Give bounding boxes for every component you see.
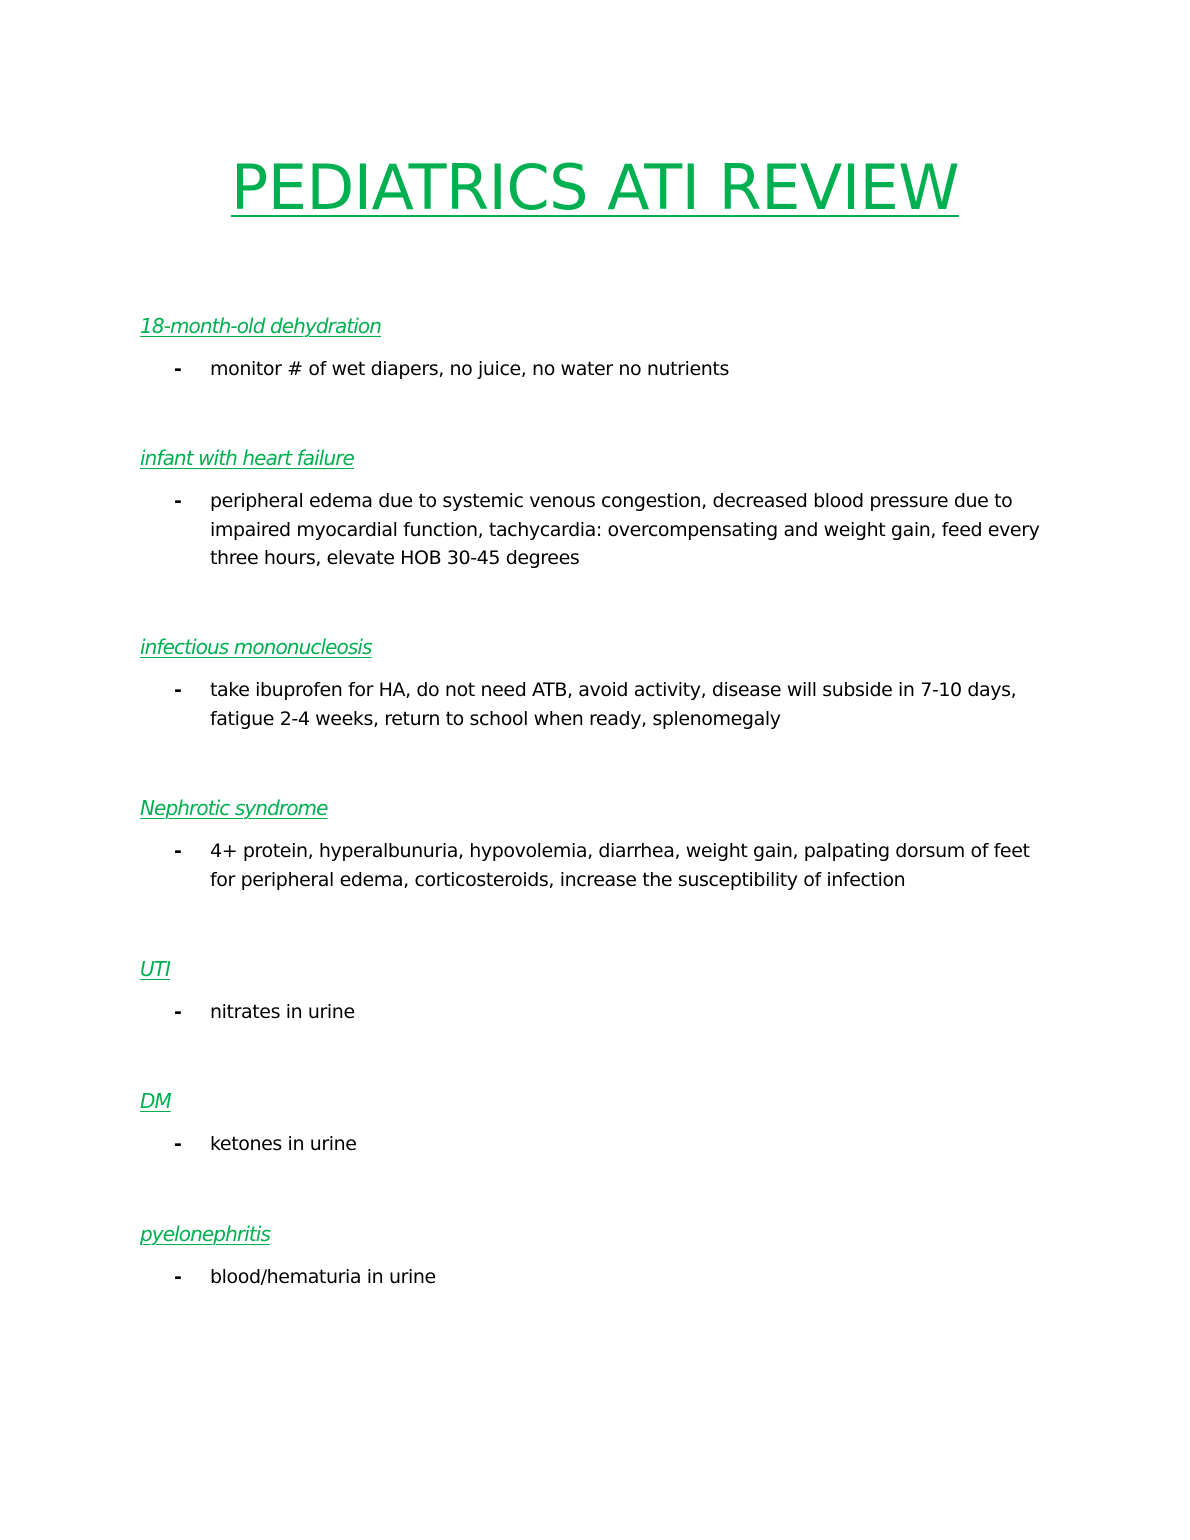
section-nephrotic-syndrome [140, 794, 1060, 894]
dash-bullet: - [174, 1133, 182, 1155]
section-dm [140, 1087, 1060, 1159]
list-item [140, 487, 1060, 573]
bullet-list [140, 837, 1060, 894]
dash-bullet: - [174, 840, 182, 862]
bullet-list [140, 676, 1060, 733]
list-item-text: nitrates in urine [210, 1001, 355, 1023]
section-heading: DM [140, 1089, 171, 1113]
list-item-text: ketones in urine [210, 1133, 357, 1155]
dash-bullet: - [174, 1001, 182, 1023]
section-heading: Nephrotic syndrome [140, 796, 328, 820]
section-pyelonephritis [140, 1220, 1060, 1292]
list-item [140, 1263, 1060, 1292]
section-dehydration [140, 312, 1060, 384]
list-item [140, 355, 1060, 384]
bullet-list [140, 487, 1060, 573]
section-heading: infectious mononucleosis [140, 635, 372, 659]
list-item-text: blood/hematuria in urine [210, 1266, 436, 1288]
list-item-text: 4+ protein, hyperalbunuria, hypovolemia, diarrhea, weight gain, palpating dorsum of feet for peripheral edema, corticosteroids, increase the susceptibility of infection [210, 840, 1030, 891]
section-heart-failure [140, 444, 1060, 573]
section-heading: 18-month-old dehydration [140, 314, 382, 338]
list-item [140, 998, 1060, 1027]
list-item [140, 676, 1060, 733]
section-heading: pyelonephritis [140, 1222, 270, 1246]
list-item-text: peripheral edema due to systemic venous congestion, decreased blood pressure due to impaired myocardial function, tachycardia: overcompensating and weight gain, feed every three hours, elevate HOB 30-45 degrees [210, 490, 1040, 569]
bullet-list [140, 355, 1060, 384]
list-item [140, 1130, 1060, 1159]
bullet-list [140, 998, 1060, 1027]
page-title: PEDIATRICS ATI REVIEW [230, 151, 960, 224]
dash-bullet: - [174, 490, 182, 512]
dash-bullet: - [174, 358, 182, 380]
section-heading: UTI [140, 957, 171, 981]
section-uti [140, 955, 1060, 1027]
list-item-text: monitor # of wet diapers, no juice, no water no nutrients [210, 358, 729, 380]
dash-bullet: - [174, 679, 182, 701]
dash-bullet: - [174, 1266, 182, 1288]
bullet-list [140, 1130, 1060, 1159]
list-item [140, 837, 1060, 894]
section-mononucleosis [140, 633, 1060, 733]
bullet-list [140, 1263, 1060, 1292]
section-heading: infant with heart failure [140, 446, 354, 470]
list-item-text: take ibuprofen for HA, do not need ATB, avoid activity, disease will subside in 7-10 days, fatigue 2-4 weeks, return to school when ready, splenomegaly [210, 679, 1017, 730]
